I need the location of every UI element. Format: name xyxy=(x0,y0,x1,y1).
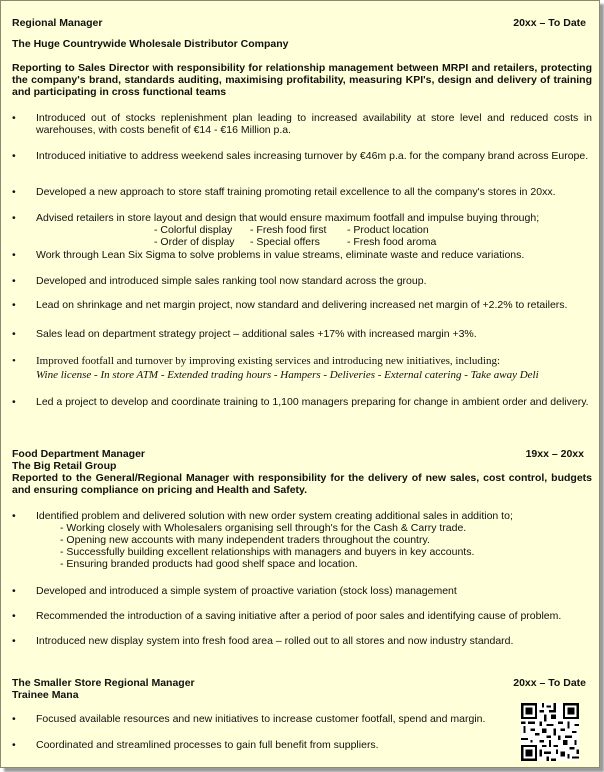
bullet-item xyxy=(12,396,592,408)
bullet-text: Introduced out of stocks replenishment plan leading to increased availability at store level and reduced costs in warehouses, with costs benefit of €14 - €16 Million p.a. xyxy=(36,112,592,136)
bullet-glyph: • xyxy=(12,112,16,124)
bullet-text: Lead on shrinkage and net margin project, now standard and delivering increased net margin of +2.2% to retailers. xyxy=(36,299,568,311)
bullet-glyph: • xyxy=(12,299,16,311)
job-section-regional-manager xyxy=(12,17,592,98)
bullet-glyph: • xyxy=(12,713,16,725)
bullet-text: Advised retailers in store layout and design that would ensure maximum footfall and impulse buying through; xyxy=(36,212,540,224)
sub-item: - Ensuring branded products had good shelf space and location. xyxy=(60,558,358,570)
bullet-text: Led a project to develop and coordinate training to 1,100 managers preparing for change in ambient order and delivery. xyxy=(36,396,589,408)
job-title: The Smaller Store Regional Manager xyxy=(12,677,195,689)
bullet-item xyxy=(12,299,592,311)
option-item: - Colorful display xyxy=(154,224,233,236)
job-header xyxy=(12,448,592,460)
bullet-glyph: • xyxy=(12,186,16,198)
job-title: Regional Manager xyxy=(12,17,103,29)
bullet-item xyxy=(12,355,592,381)
job-header xyxy=(12,677,592,689)
bullet-text: Sales lead on department strategy project – additional sales +17% with increased margin +3%. xyxy=(36,328,477,340)
company-name: The Big Retail Group xyxy=(12,460,117,472)
sub-item: - Successfully building excellent relationships with managers and buyers in key accounts. xyxy=(60,546,475,558)
job-dates: 20xx – To Date xyxy=(513,677,586,689)
job-dates: 19xx – 20xx xyxy=(525,448,584,460)
option-item: - Fresh food aroma xyxy=(347,236,437,248)
bullet-item xyxy=(12,610,592,622)
bullet-glyph: • xyxy=(12,249,16,261)
sub-item: - Working closely with Wholesalers organising sell through's for the Cash & Carry trade. xyxy=(60,522,467,534)
role-summary: Reporting to Sales Director with responsibility for relationship management between MRPI and retailers, protecting the company's brand, standards auditing, maximising profitability, measuring KPI's, design and delivery of training and participating in cross functional teams xyxy=(12,62,592,98)
job-header xyxy=(12,17,592,29)
job-section-smaller-store-regional-manager xyxy=(12,677,592,701)
company-name: The Huge Countrywide Wholesale Distributor Company xyxy=(12,38,289,50)
role-summary: Reported to the General/Regional Manager with responsibility for the delivery of new sales, cost control, budgets and ensuring compliance on pricing and Health and Safety. xyxy=(12,472,592,496)
bullet-text: Introduced new display system into fresh food area – rolled out to all stores and now industry standard. xyxy=(36,635,514,647)
bullet-glyph: • xyxy=(12,150,16,162)
bullet-glyph: • xyxy=(12,328,16,340)
bullet-text: Introduced initiative to address weekend sales increasing turnover by €46m p.a. for the company brand across Europe. xyxy=(36,150,589,162)
bullet-text: Work through Lean Six Sigma to solve problems in value streams, eliminate waste and reduce variations. xyxy=(36,249,525,261)
bullet-text: Developed a new approach to store staff training promoting retail excellence to all the company's stores in 20xx. xyxy=(36,186,556,198)
bullet-item xyxy=(12,635,592,647)
layout-options-list xyxy=(12,224,592,248)
bullet-text: Recommended the introduction of a saving initiative after a period of poor sales and identifying cause of problem. xyxy=(36,610,562,622)
bullet-item xyxy=(12,713,512,725)
initiatives-list: Wine license - In store ATM - Extended trading hours - Hampers - Deliveries - External catering - Take away Deli xyxy=(36,369,539,381)
bullet-item xyxy=(12,275,592,287)
company-name: Trainee Mana xyxy=(12,689,79,701)
job-title: Food Department Manager xyxy=(12,448,146,460)
option-item: - Fresh food first xyxy=(250,224,327,236)
bullet-item xyxy=(12,150,592,162)
qr-code-image xyxy=(521,703,579,761)
bullet-glyph: • xyxy=(12,212,16,224)
bullet-glyph: • xyxy=(12,739,16,751)
bullet-item xyxy=(12,249,592,261)
bullet-item xyxy=(12,212,592,248)
option-item: - Product location xyxy=(347,224,429,236)
bullet-item xyxy=(12,328,592,340)
bullet-text: Developed and introduced a simple system of proactive variation (stock loss) management xyxy=(36,585,457,597)
bullet-text: Developed and introduced simple sales ranking tool now standard across the group. xyxy=(36,275,427,287)
option-item: - Special offers xyxy=(250,236,320,248)
bullet-glyph: • xyxy=(12,610,16,622)
job-section-food-department-manager xyxy=(12,448,592,496)
bullet-text: Identified problem and delivered solution with new order system creating additional sales in addition to; xyxy=(36,510,513,522)
bullet-text: Improved footfall and turnover by improving existing services and introducing new initiatives, including: xyxy=(36,355,501,367)
bullet-item xyxy=(12,585,592,597)
bullet-item xyxy=(12,112,592,136)
bullet-item xyxy=(12,510,592,570)
job-dates: 20xx – To Date xyxy=(513,17,586,29)
sub-item: - Opening new accounts with many independent traders throughout the country. xyxy=(60,534,430,546)
bullet-glyph: • xyxy=(12,635,16,647)
sub-list xyxy=(12,522,592,570)
bullet-glyph: • xyxy=(12,510,16,522)
bullet-glyph: • xyxy=(12,585,16,597)
bullet-glyph: • xyxy=(12,275,16,287)
bullet-glyph: • xyxy=(12,396,16,408)
bullet-item xyxy=(12,739,512,751)
bullet-text: Focused available resources and new initiatives to increase customer footfall, spend and margin. xyxy=(36,713,486,725)
option-item: - Order of display xyxy=(154,236,235,248)
bullet-glyph: • xyxy=(12,355,16,367)
bullet-text: Coordinated and streamlined processes to gain full benefit from suppliers. xyxy=(36,739,379,751)
bullet-item xyxy=(12,186,592,198)
